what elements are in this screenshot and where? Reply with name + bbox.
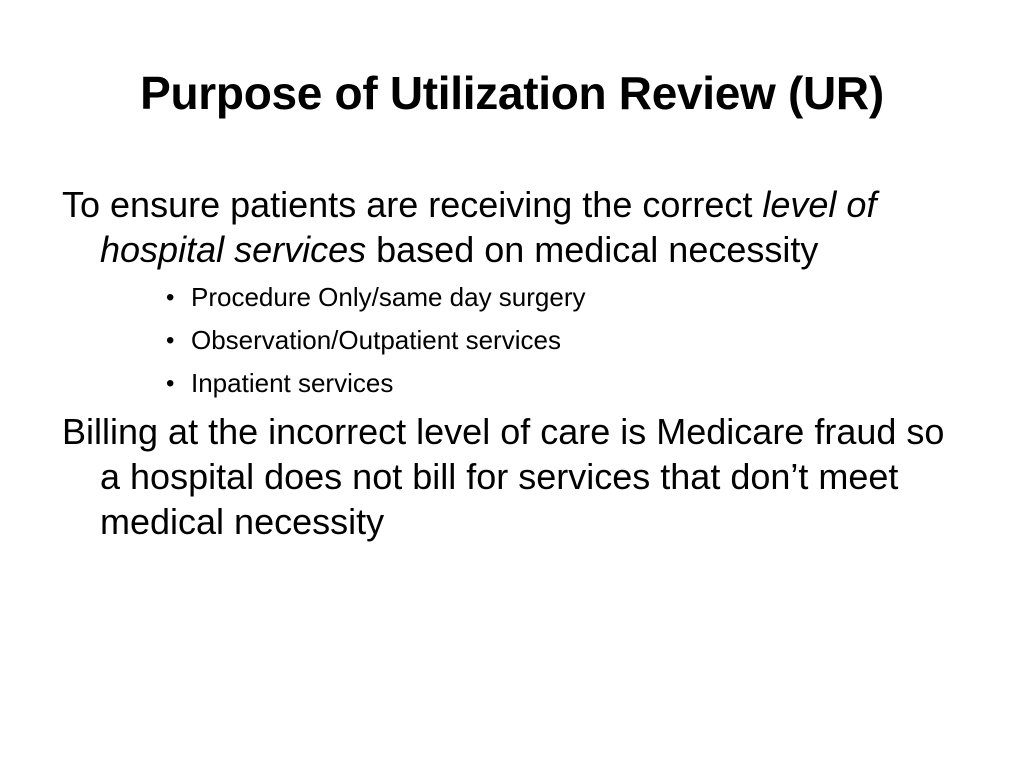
list-item-label: Observation/Outpatient services <box>191 325 561 355</box>
list-item-label: Inpatient services <box>191 368 394 398</box>
bullet-icon: • <box>166 327 175 354</box>
list-item-label: Procedure Only/same day surgery <box>191 282 586 312</box>
list-item <box>166 276 972 319</box>
slide-title: Purpose of Utilization Review (UR) <box>140 67 884 119</box>
slide-body <box>62 182 972 544</box>
list-item <box>166 319 972 362</box>
billing-paragraph: Billing at the incorrect level of care is Medicare fraud so a hospital does not bill for services that don’t meet medical necessity <box>62 411 945 542</box>
purpose-text-start: To ensure patients are receiving the correct <box>62 184 763 225</box>
purpose-emphasis: level of hospital services <box>100 184 877 270</box>
bullet-icon: • <box>166 370 175 397</box>
purpose-paragraph <box>62 182 972 272</box>
bullet-icon: • <box>166 284 175 311</box>
level-of-care-list <box>62 276 972 405</box>
purpose-text-end: based on medical necessity <box>366 229 819 270</box>
list-item <box>166 362 972 405</box>
